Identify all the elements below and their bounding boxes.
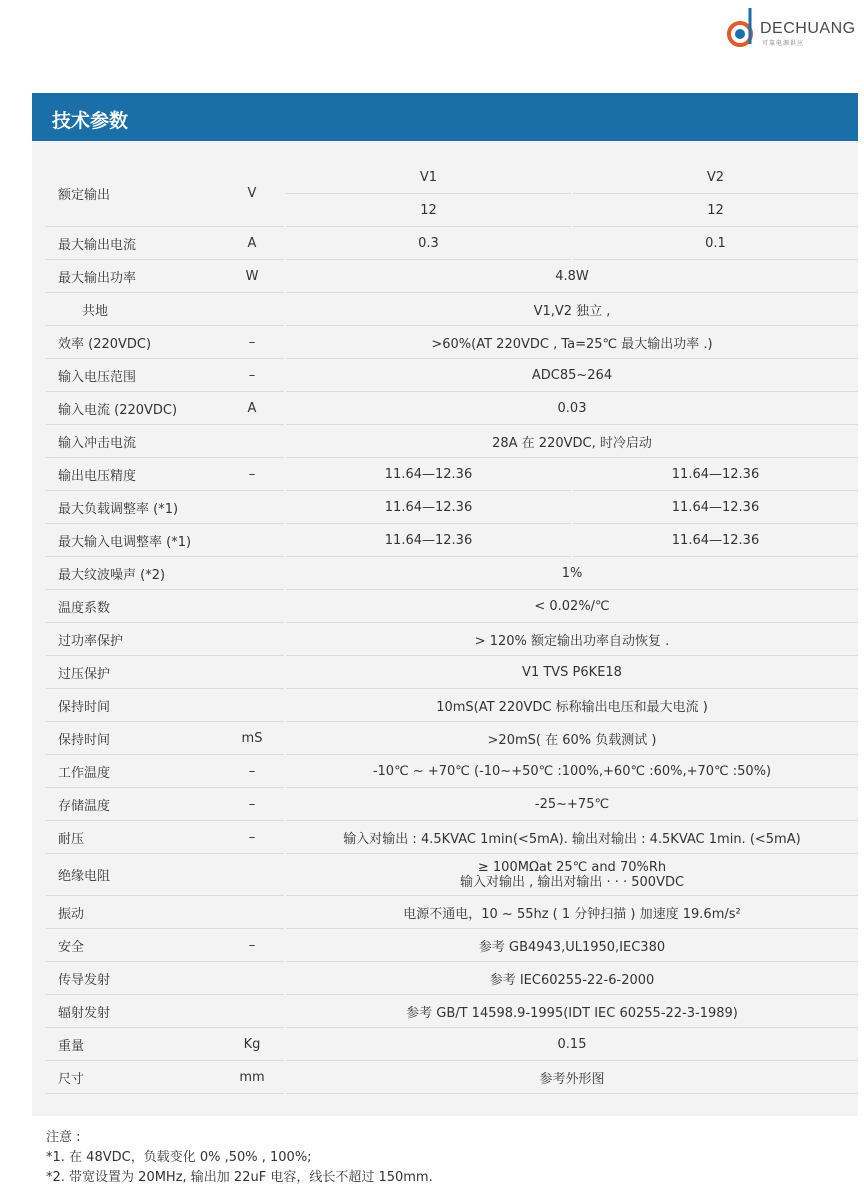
row-unit	[220, 656, 284, 689]
row-name: 辐射发射	[46, 995, 236, 1028]
table-row-channel-labels	[32, 161, 858, 194]
note-1: *1. 在 48VDC，负载变化 0% ,50% , 100%;	[46, 1150, 312, 1165]
row-name: 保持时间	[46, 722, 236, 755]
row-name: 最大输入电调整率 (*1)	[46, 524, 236, 557]
row-name: 额定输出	[46, 161, 236, 227]
row-unit	[220, 524, 284, 557]
table-row	[32, 260, 858, 293]
row-name: 重量	[46, 1028, 236, 1061]
table-row	[32, 458, 858, 491]
v1-rated-value: 12	[286, 194, 571, 227]
row-unit	[220, 590, 284, 623]
row-name: 最大负载调整率 (*1)	[46, 491, 236, 524]
table-row	[32, 1028, 858, 1061]
v1-value: 11.64—12.36	[286, 524, 571, 557]
row-unit: A	[220, 227, 284, 260]
row-unit	[220, 962, 284, 995]
v2-label: V2	[573, 161, 858, 194]
v2-value: 11.64—12.36	[573, 491, 858, 524]
v1-label: V1	[286, 161, 571, 194]
table-row	[32, 1061, 858, 1094]
row-name: 输入电流 (220VDC)	[46, 392, 236, 425]
table-row	[32, 854, 858, 896]
section-title: 技术参数	[52, 110, 129, 132]
row-unit	[220, 557, 284, 590]
v1-value: 11.64—12.36	[286, 491, 571, 524]
row-value: -25~+75℃	[286, 788, 858, 821]
row-value: V1,V2 独立 ,	[286, 293, 858, 326]
v1-value: 11.64—12.36	[286, 458, 571, 491]
table-row	[32, 821, 858, 854]
row-name: 过功率保护	[46, 623, 236, 656]
row-name: 最大输出电流	[46, 227, 236, 260]
row-unit	[220, 623, 284, 656]
table-row	[32, 722, 858, 755]
row-value: ADC85~264	[286, 359, 858, 392]
row-name: 最大纹波噪声 (*2)	[46, 557, 236, 590]
v2-value: 0.1	[573, 227, 858, 260]
row-unit	[220, 995, 284, 1028]
table-row	[32, 755, 858, 788]
row-unit	[220, 293, 284, 326]
table-row	[32, 995, 858, 1028]
table-row-rated-values	[32, 194, 858, 227]
notes	[46, 1128, 433, 1188]
table-row	[32, 392, 858, 425]
table-row	[32, 623, 858, 656]
logo-mark-icon	[724, 6, 764, 52]
row-name: 过压保护	[46, 656, 236, 689]
logo-subtext: 可靠电源供应	[762, 40, 805, 47]
row-value: 参考 IEC60255-22-6-2000	[286, 962, 858, 995]
row-value: 参考外形图	[286, 1061, 858, 1094]
row-unit: –	[220, 326, 284, 359]
v2-value: 11.64—12.36	[573, 458, 858, 491]
row-name: 输入冲击电流	[46, 425, 236, 458]
row-name: 存储温度	[46, 788, 236, 821]
row-value: 参考 GB4943,UL1950,IEC380	[286, 929, 858, 962]
table-row	[32, 788, 858, 821]
row-value: 1%	[286, 557, 858, 590]
table-row	[32, 227, 858, 260]
row-unit	[220, 854, 284, 896]
table-row	[32, 293, 858, 326]
row-value: 4.8W	[286, 260, 858, 293]
row-name: 输入电压范围	[46, 359, 236, 392]
row-unit: –	[220, 458, 284, 491]
table-row	[32, 557, 858, 590]
row-unit: –	[220, 821, 284, 854]
row-value: 电源不通电，10 ~ 55hz ( 1 分钟扫描 ) 加速度 19.6m/s²	[286, 896, 858, 929]
row-value: >20mS( 在 60% 负载测试 )	[286, 722, 858, 755]
row-name: 耐压	[46, 821, 236, 854]
row-name: 工作温度	[46, 755, 236, 788]
row-unit: –	[220, 359, 284, 392]
row-name: 振动	[46, 896, 236, 929]
table-row	[32, 359, 858, 392]
table-row	[32, 425, 858, 458]
logo-text: DECHUANG	[760, 20, 856, 37]
notes-heading: 注意 :	[46, 1130, 81, 1145]
row-unit	[220, 689, 284, 722]
row-unit: –	[220, 755, 284, 788]
table-row	[32, 929, 858, 962]
row-unit	[220, 491, 284, 524]
table-row	[32, 656, 858, 689]
row-unit: mm	[220, 1061, 284, 1094]
row-value: V1 TVS P6KE18	[286, 656, 858, 689]
row-name: 绝缘电阻	[46, 854, 236, 896]
row-unit: A	[220, 392, 284, 425]
v2-value: 11.64—12.36	[573, 524, 858, 557]
row-value: < 0.02%/℃	[286, 590, 858, 623]
row-unit: V	[220, 161, 284, 227]
table-row	[32, 896, 858, 929]
row-unit: –	[220, 788, 284, 821]
section-title-bar	[32, 93, 858, 141]
row-value: 0.15	[286, 1028, 858, 1061]
row-value: -10℃ ~ +70℃ (-10~+50℃ :100%,+60℃ :60%,+70℃ :50%)	[286, 755, 858, 788]
row-value: 0.03	[286, 392, 858, 425]
row-unit: Kg	[220, 1028, 284, 1061]
row-unit: mS	[220, 722, 284, 755]
row-value	[286, 854, 858, 896]
row-value-line-2: 输入对输出 , 输出对输出 · · · 500VDC	[459, 874, 685, 890]
row-value: 参考 GB/T 14598.9-1995(IDT IEC 60255-22-3-1989)	[286, 995, 858, 1028]
row-unit: W	[220, 260, 284, 293]
row-value: >60%(AT 220VDC , Ta=25℃ 最大输出功率 .)	[286, 326, 858, 359]
row-value-line-1: ≥ 100MΩat 25℃ and 70%Rh	[477, 859, 667, 875]
row-value: > 120% 额定输出功率自动恢复 .	[286, 623, 858, 656]
row-name: 尺寸	[46, 1061, 236, 1094]
table-row	[32, 962, 858, 995]
row-unit	[220, 425, 284, 458]
table-row	[32, 326, 858, 359]
row-name: 最大输出功率	[46, 260, 236, 293]
spec-table	[32, 141, 858, 1116]
v2-rated-value: 12	[573, 194, 858, 227]
row-name: 传导发射	[46, 962, 236, 995]
table-row	[32, 590, 858, 623]
row-unit	[220, 896, 284, 929]
row-name: 输出电压精度	[46, 458, 236, 491]
table-row	[32, 689, 858, 722]
table-row	[32, 491, 858, 524]
row-value: 输入对输出 : 4.5KVAC 1min(<5mA). 输出对输出 : 4.5KVAC 1min. (<5mA)	[286, 821, 858, 854]
table-row	[32, 524, 858, 557]
row-unit: –	[220, 929, 284, 962]
note-2: *2. 带宽设置为 20MHz, 输出加 22uF 电容，线长不超过 150mm.	[46, 1170, 433, 1185]
row-name: 安全	[46, 929, 236, 962]
row-value: 10mS(AT 220VDC 标称输出电压和最大电流 )	[286, 689, 858, 722]
row-value: 28A 在 220VDC, 时冷启动	[286, 425, 858, 458]
dechuang-logo	[724, 6, 860, 52]
row-name: 温度系数	[46, 590, 236, 623]
row-name: 效率 (220VDC)	[46, 326, 236, 359]
row-name: 保持时间	[46, 689, 236, 722]
row-name: 共地	[46, 293, 236, 326]
v1-value: 0.3	[286, 227, 571, 260]
